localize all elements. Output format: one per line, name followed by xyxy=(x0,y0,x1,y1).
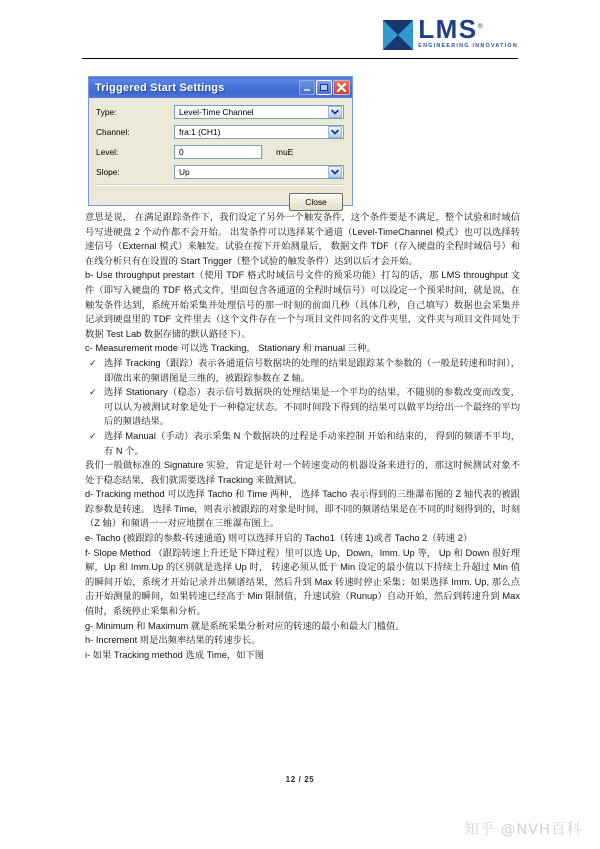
dialog-title: Triggered Start Settings xyxy=(95,81,225,94)
document-body xyxy=(85,210,520,662)
close-x-icon xyxy=(336,82,347,93)
paragraph: 意思是说， 在满足跟踪条件下，我们设定了另外一个触发条件，这个条件要是不满足，整个试验和时域信号写进硬盘 2 个动作都不会开始。 出发条件可以选择某个通道（Level-TimeChannel 模式）也可以选择转速信号（External 模式）来触发。试验在按下开始测量后， 数据文件 TDF（存入硬盘的全程时域信号）和在线分析只有在设置的 Start Trigger（整个试验的触发条件）达到以后才会开始。 xyxy=(85,212,520,266)
lms-diamond-logo-icon xyxy=(383,20,413,50)
check-icon: ✓ xyxy=(89,357,97,368)
paragraph: f- Slope Method （跟踪转速上升还是下降过程）里可以选 Up，Down，Imm. Up 等， Up 和 Down 很好理解，Up 和 Imm.Up 的区别就是选择 Up 时， 转速必须从低于 Min 设定的最小值以下持续上升超过 Min 值的瞬间开始，系统才开始记录并出频谱结果，然后升到 Max 转速时停止采集；如果选择 Imm. Up, 那么点击开始测量的瞬间，如果转速已经高于 Min 限制值，升速试验（Runup）自动开始，然后到转速升到 Max 值时，系统停止采集和分析。 xyxy=(85,547,520,617)
logo-brand-text: LMS xyxy=(418,14,478,44)
dialog-footer xyxy=(89,186,352,211)
chevron-down-icon[interactable] xyxy=(328,166,342,178)
slope-label: Slope: xyxy=(96,167,120,177)
paragraph: e- Tacho (被跟踪的参数-转速通道) 则可以选择开启的 Tacho1（转速 1)或者 Tacho 2（转速 2） xyxy=(85,533,473,544)
check-icon: ✓ xyxy=(89,430,97,441)
channel-value: fra:1 (CH1) xyxy=(179,127,221,137)
dialog-titlebar[interactable] xyxy=(89,77,352,98)
lms-logo xyxy=(383,14,518,50)
field-row-level xyxy=(96,144,344,160)
paragraph: d- Tracking method 可以选择 Tacho 和 Time 两种， 选择 Tacho 表示得到的三维瀑布图的 Z 轴代表的被跟踪参数是转速。 选择 Time，则表示被跟踪的对象是时间，即不同的频谱结果是在不同的时刻得到的，时刻（Z 轴）和频谱一一对应地摆在三维瀑布图上。 xyxy=(85,489,520,529)
paragraph: b- Use throughput prestart（使用 TDF 格式时域信号文件的预采功能）打勾的话，那 LMS throughput 文件（即写入硬盘的 TDF 格式文件，里面包含各通道的全程时域信号）可以设定一个预采时间，就是说，在触发条件达到，系统开始采集并处理信号的那一时刻的前面几秒（具体几秒，自己填写）数据也会采集并记录到硬盘里的 TDF 文件里去（这个文件存在一个与项目文件同名的文件夹里，文件夹与项目文件同处于数据 Test Lab 数据存储的默认路径下）。 xyxy=(85,270,520,339)
paragraph: c- Measurement mode 可以选 Tracking， Stationary 和 manual 三种。 xyxy=(85,343,376,354)
field-row-channel xyxy=(96,124,344,140)
type-dropdown[interactable] xyxy=(174,105,344,119)
maximize-button[interactable] xyxy=(316,80,332,95)
paragraph: g- Minimum 和 Maximum 就是系统采集分析对应的转速的最小和最大门槛值。 xyxy=(85,620,405,631)
close-window-button[interactable] xyxy=(333,80,350,95)
level-unit-label: muE xyxy=(276,147,294,157)
list-item xyxy=(85,429,520,458)
list-item xyxy=(85,356,520,385)
level-input[interactable]: 0 xyxy=(174,145,262,159)
paragraph: h- Increment 则是出频率结果的转速步长。 xyxy=(85,635,261,646)
page-header xyxy=(0,0,600,62)
logo-registered-mark: ® xyxy=(477,23,485,31)
minimize-button[interactable] xyxy=(299,80,315,95)
dialog-body xyxy=(89,98,352,180)
slope-dropdown[interactable] xyxy=(174,165,344,179)
chevron-down-icon[interactable] xyxy=(328,106,342,118)
list-item-text: 选择 Manual（手动）表示采集 N 个数据块的过程是手动来控制 开始和结束的， 得到的频谱不平均，有 N 个。 xyxy=(104,430,520,456)
paragraph: 我们一般做标准的 Signature 实验，肯定是针对一个转速变动的机器设备来进行的，那这时候测试对象不处于稳态结果，我们就需要选择 Tracking 来做测试。 xyxy=(85,460,520,485)
list-item xyxy=(85,385,520,429)
chevron-down-icon[interactable] xyxy=(328,126,342,138)
page-number: 12 / 25 xyxy=(285,775,315,784)
field-row-slope xyxy=(96,164,344,180)
logo-wordmark xyxy=(418,14,485,44)
logo-tagline: ENGINEERING INNOVATION xyxy=(418,42,518,49)
watermark: 知乎 @NVH百科 xyxy=(464,822,582,838)
slope-value: Up xyxy=(179,167,190,177)
channel-dropdown[interactable] xyxy=(174,125,344,139)
close-button[interactable]: Close xyxy=(289,193,343,211)
list-item-text: 选择 Tracking（跟踪）表示各通道信号数据块的处理的结果是跟踪某个参数的（一般是转速和时间）， 即做出来的频谱图是三维的，被跟踪参数在 Z 轴。 xyxy=(104,357,520,383)
type-label: Type: xyxy=(96,107,117,117)
type-value: Level-Time Channel xyxy=(179,107,254,117)
level-label: Level: xyxy=(96,147,119,157)
triggered-start-settings-dialog xyxy=(88,76,353,206)
check-icon: ✓ xyxy=(89,387,97,398)
paragraph: i- 如果 Tracking method 选成 Time，如下图 xyxy=(85,649,265,660)
field-row-type xyxy=(96,104,344,120)
header-divider xyxy=(82,58,518,59)
list-item-text: 选择 Stationary（稳态）表示信号数据块的处理结果是一个平均的结果，不随别的参数改变而改变，可以认为被测试对象是处于一种稳定状态。不同时间段下得到的结果可以做平均给出一个最终的平均后的频谱结果。 xyxy=(104,387,520,427)
channel-label: Channel: xyxy=(96,127,130,137)
